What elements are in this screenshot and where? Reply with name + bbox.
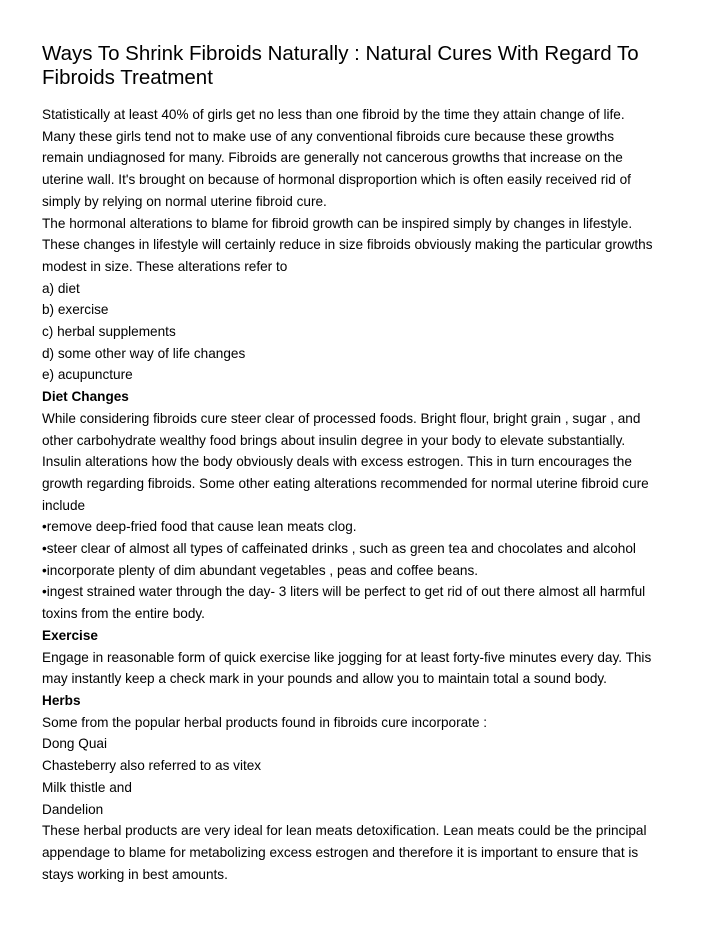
body-line: toxins from the entire body. [42, 606, 205, 622]
body-line: Statistically at least 40% of girls get no less than one fibroid by the time they attain change of life. [42, 107, 625, 122]
body-line: The hormonal alterations to blame for fibroid growth can be inspired simply by changes in lifestyle. [42, 215, 633, 231]
body-line: •steer clear of almost all types of caffeinated drinks , such as green tea and chocolates and alcohol [42, 541, 636, 557]
body-line: •remove deep-fried food that cause lean meats clog. [42, 519, 357, 535]
body-line: Engage in reasonable form of quick exercise like jogging for at least forty-five minutes every day. This [42, 649, 652, 665]
body-line: remain undiagnosed for many. Fibroids are generally not cancerous growths that increase on the [42, 150, 623, 166]
body-line: other carbohydrate wealthy food brings about insulin degree in your body to elevate substantially. [42, 432, 626, 448]
body-line: Insulin alterations how the body obviously deals with excess estrogen. This in turn encourages the [42, 454, 632, 470]
body-line: b) exercise [42, 302, 109, 318]
body-line: d) some other way of life changes [42, 345, 246, 361]
body-line: growth regarding fibroids. Some other eating alterations recommended for normal uterine fibroid cure [42, 475, 649, 491]
body-line: These changes in lifestyle will certainly reduce in size fibroids obviously making the particular growths [42, 237, 653, 253]
body-line: Milk thistle and [42, 779, 132, 795]
document-page [42, 42, 692, 885]
section-heading: Diet Changes [42, 389, 129, 405]
body-line: c) herbal supplements [42, 324, 176, 340]
body-line: e) acupuncture [42, 367, 133, 383]
document-title: Ways To Shrink Fibroids Naturally : Natural Cures With Regard To Fibroids Treatment [42, 42, 639, 89]
body-line: appendage to blame for metabolizing excess estrogen and therefore it is important to ensure that is [42, 844, 639, 860]
document-body [42, 104, 692, 885]
body-line: •ingest strained water through the day- 3 liters will be perfect to get rid of out there almost all harmful [42, 584, 646, 600]
body-line: Dandelion [42, 801, 104, 817]
body-line: •incorporate plenty of dim abundant vegetables , peas and coffee beans. [42, 562, 479, 578]
body-line: Many these girls tend not to make use of any conventional fibroids cure because these growths [42, 128, 615, 144]
body-line: stays working in best amounts. [42, 866, 228, 882]
body-line: may instantly keep a check mark in your pounds and allow you to maintain total a sound body. [42, 671, 607, 687]
body-line: a) diet [42, 280, 80, 296]
body-line: Dong Quai [42, 736, 107, 752]
body-line: These herbal products are very ideal for lean meats detoxification. Lean meats could be the principal [42, 823, 647, 839]
body-line: modest in size. These alterations refer to [42, 258, 288, 274]
body-line: Chasteberry also referred to as vitex [42, 758, 262, 774]
section-heading: Herbs [42, 692, 81, 708]
section-heading: Exercise [42, 627, 98, 643]
body-line: Some from the popular herbal products found in fibroids cure incorporate : [42, 714, 488, 730]
body-line: While considering fibroids cure steer clear of processed foods. Bright flour, bright grain , sugar , and [42, 410, 641, 426]
body-line: simply by relying on normal uterine fibroid cure. [42, 193, 327, 209]
body-line: uterine wall. It's brought on because of hormonal disproportion which is often easily received rid of [42, 172, 631, 188]
body-line: include [42, 497, 86, 513]
